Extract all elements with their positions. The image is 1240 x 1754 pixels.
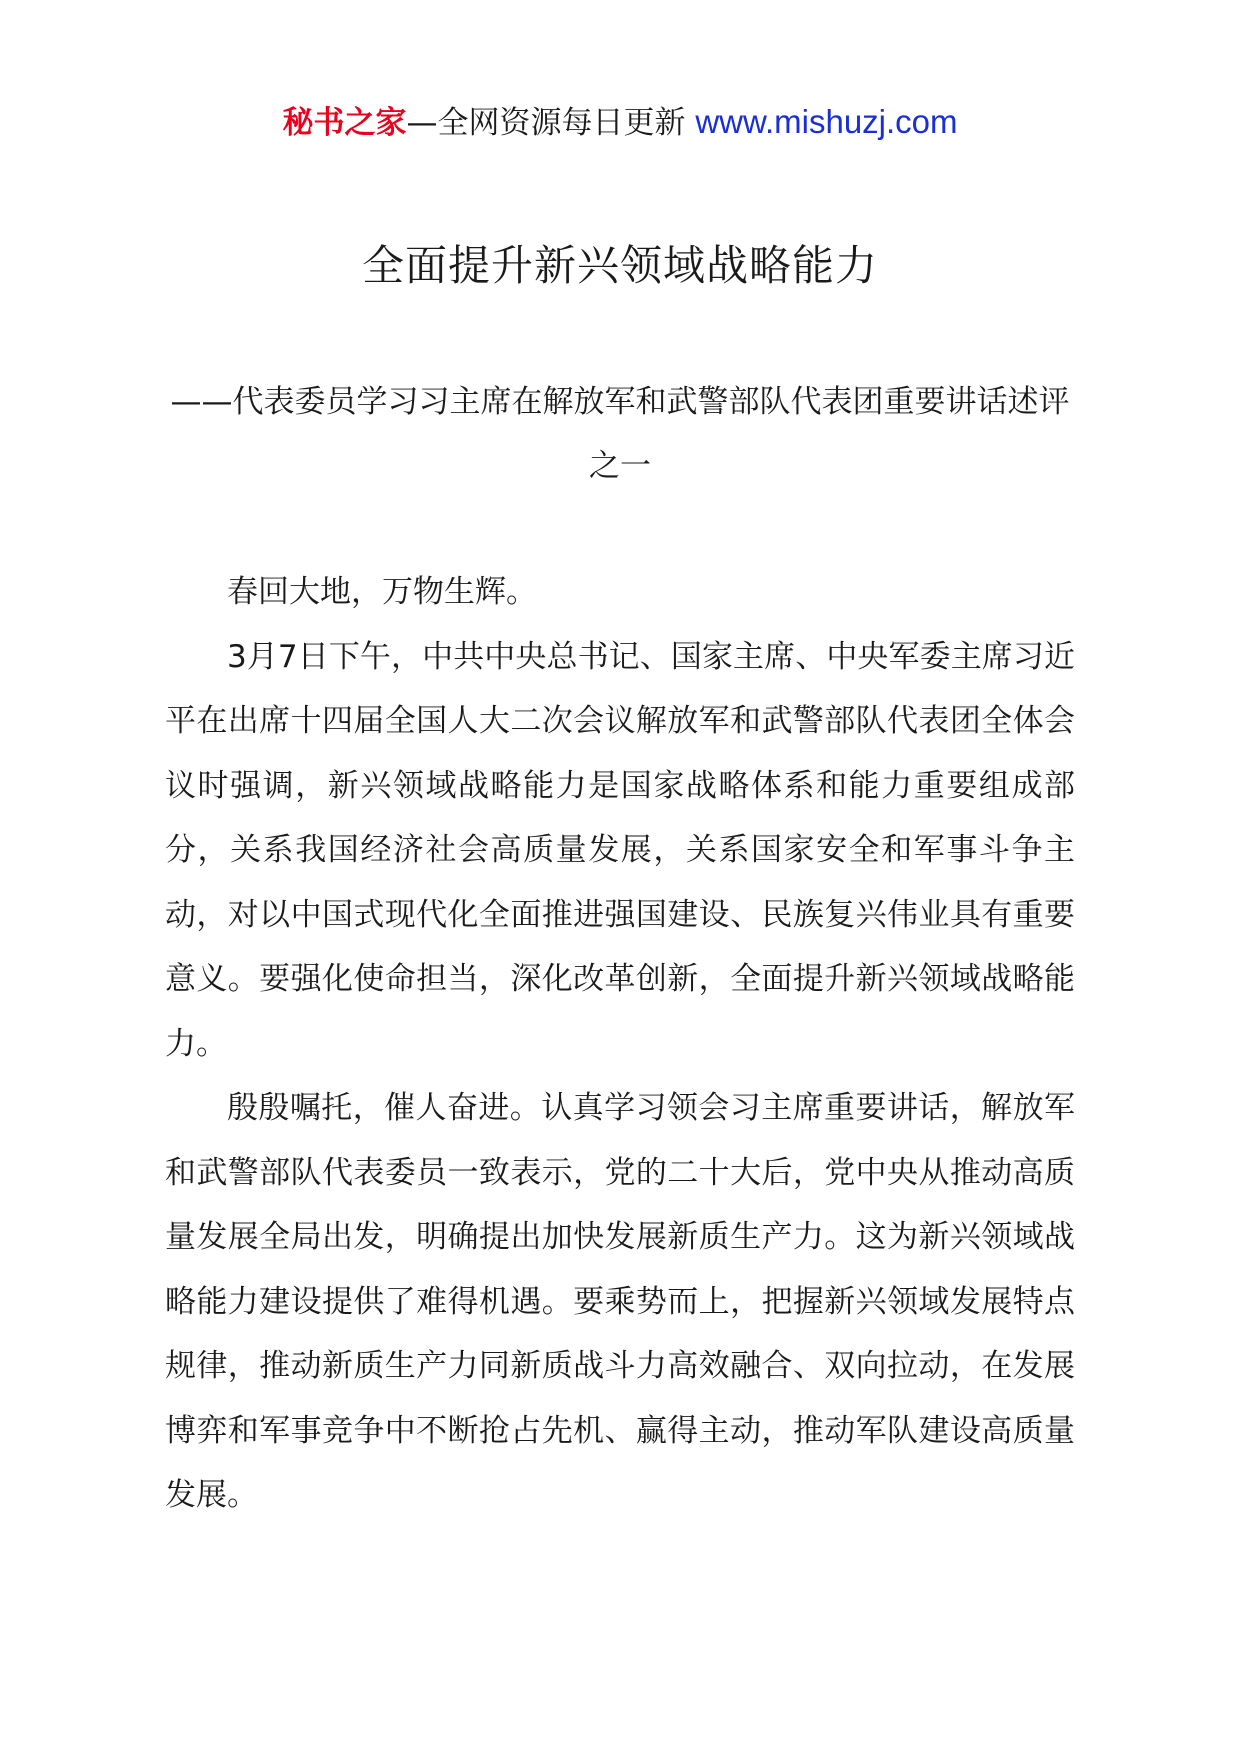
site-header (0, 100, 1240, 145)
document-subtitle: ——代表委员学习习主席在解放军和武警部队代表团重要讲话述评之一 (170, 384, 1070, 484)
site-brand: 秘书之家 (282, 105, 407, 141)
site-url-link[interactable]: www.mishuzj.com (695, 103, 958, 140)
document-title: 全面提升新兴领域战略能力 (361, 241, 878, 290)
paragraph-2: 3月7日下午，中共中央总书记、国家主席、中央军委主席习近平在出席十四届全国人大二次会议解放军和武警部队代表团全体会议时强调，新兴领域战略能力是国家战略体系和能力重要组成部分，关系我国经济社会高质量发展，关系国家安全和军事斗争主动，对以中国式现代化全面推进强国建设、民族复兴伟业具有重要意义。要强化使命担当，深化改革创新，全面提升新兴领域战略能力。 (165, 638, 1075, 1062)
site-tagline: —全网资源每日更新 (406, 105, 686, 141)
document-body (165, 560, 1075, 1528)
paragraph-1: 春回大地，万物生辉。 (227, 574, 537, 610)
paragraph-3: 殷殷嘱托，催人奋进。认真学习领会习主席重要讲话，解放军和武警部队代表委员一致表示，党的二十大后，党中央从推动高质量发展全局出发，明确提出加快发展新质生产力。这为新兴领域战略能力建设提供了难得机遇。要乘势而上，把握新兴领域发展特点规律，推动新质生产力同新质战斗力高效融合、双向拉动，在发展博弈和军事竞争中不断抢占先机、赢得主动，推动军队建设高质量发展。 (165, 1090, 1075, 1513)
